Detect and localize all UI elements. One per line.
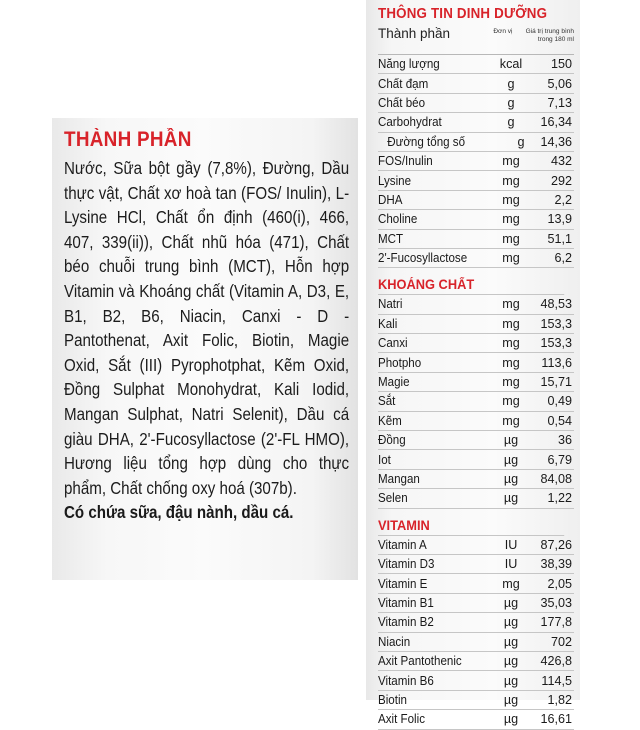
nutrient-name: Chất đạm: [378, 76, 429, 91]
nutrient-value: 16,34: [540, 115, 572, 130]
vitamin-nutrients: [378, 536, 574, 730]
nutrient-unit: µg: [503, 452, 519, 467]
nutrient-name: Vitamin D3: [378, 557, 435, 572]
nutrient-unit: g: [507, 95, 515, 110]
nutrient-name: Biotin: [378, 692, 407, 707]
nutrient-value: 0,54: [547, 413, 572, 428]
nutrient-row: [378, 555, 574, 574]
nutrient-name: Vitamin B2: [378, 615, 434, 630]
nutrient-value: 177,8: [540, 615, 572, 630]
nutrient-row: [378, 74, 574, 93]
nutrient-value: 702: [550, 634, 572, 649]
nutrient-name: Kẽm: [378, 413, 402, 428]
nutrient-row: [378, 412, 574, 431]
nutrient-unit: mg: [502, 375, 520, 390]
nutrient-value: 426,8: [540, 654, 572, 669]
nutrient-name: Vitamin B1: [378, 595, 434, 610]
header-unit: Đơn vị: [493, 28, 513, 35]
nutrient-value: 432: [550, 154, 572, 169]
nutrient-unit: µg: [503, 692, 519, 707]
nutrient-value: 13,9: [547, 212, 572, 227]
nutrient-row: [378, 489, 574, 508]
nutrient-name: Đồng: [378, 433, 406, 448]
nutrient-value: 1,22: [547, 491, 572, 506]
nutrient-row: [378, 334, 574, 353]
nutrient-row: [378, 613, 574, 632]
nutrient-name: Năng lượng: [378, 57, 440, 72]
nutrient-row: [378, 171, 574, 190]
nutrient-row: [378, 230, 574, 249]
nutrient-value: 1,82: [547, 692, 572, 707]
nutrient-value: 6,2: [554, 251, 572, 266]
nutrient-unit: mg: [502, 413, 520, 428]
nutrient-value: 2,05: [547, 576, 572, 591]
nutrient-name: Đường tổng số: [387, 134, 466, 149]
nutrient-name: Selen: [378, 491, 408, 506]
nutrient-row: [378, 249, 574, 268]
nutrient-row: [378, 652, 574, 671]
nutrient-name: Axit Folic: [378, 712, 426, 727]
nutrient-unit: µg: [503, 712, 519, 727]
general-nutrients: [378, 55, 574, 268]
nutrient-value: 113,6: [541, 355, 572, 370]
nutrient-row: [378, 536, 574, 555]
nutrient-name: FOS/Inulin: [378, 154, 433, 169]
nutrient-unit: IU: [504, 537, 518, 552]
nutrition-title: THÔNG TIN DINH DƯỠNG: [378, 6, 548, 22]
nutrient-value: 87,26: [540, 537, 572, 552]
nutrient-name: Mangan: [378, 472, 420, 486]
nutrient-name: Natri: [378, 297, 403, 312]
ingredients-title: THÀNH PHẦN: [64, 128, 192, 151]
nutrient-value: 51,1: [547, 231, 572, 246]
nutrient-name: 2'-Fucosyllactose: [378, 251, 468, 266]
nutrient-row: [378, 710, 574, 729]
nutrient-value: 38,39: [540, 557, 572, 572]
nutrient-row: [378, 152, 574, 171]
nutrient-value: 48,53: [540, 297, 572, 312]
nutrient-value: 15,71: [540, 375, 572, 390]
header-value: Giá trị trung bình trong 180 ml: [525, 28, 574, 43]
nutrient-name: DHA: [378, 192, 403, 207]
nutrient-name: Vitamin B6: [378, 673, 434, 688]
nutrient-unit: mg: [502, 394, 520, 409]
nutrient-row: [378, 574, 574, 593]
nutrient-row: [378, 633, 574, 652]
nutrient-row: [378, 94, 574, 113]
nutrient-name: Carbohydrat: [378, 115, 442, 130]
nutrient-row: [378, 373, 574, 392]
nutrient-unit: mg: [502, 297, 520, 312]
nutrient-name: Choline: [378, 212, 418, 227]
nutrient-name: MCT: [378, 231, 404, 246]
nutrient-name: Lysine: [378, 173, 412, 188]
nutrient-row: [378, 594, 574, 613]
nutrient-row: [378, 691, 574, 710]
nutrient-row: [378, 315, 574, 334]
nutrient-row: [378, 470, 574, 489]
nutrient-unit: g: [517, 134, 525, 149]
nutrient-value: 16,61: [540, 712, 572, 727]
nutrient-unit: kcal: [499, 57, 523, 72]
nutrient-unit: g: [507, 115, 515, 130]
nutrient-value: 153,3: [540, 316, 572, 331]
nutrient-value: 84,08: [540, 472, 572, 486]
nutrient-row: [378, 431, 574, 450]
nutrient-row: [378, 392, 574, 411]
ingredients-text: Nước, Sữa bột gầy (7,8%), Đường, Dầu thực vật, Chất xơ hoà tan (FOS/ Inulin), L-Lysine HCl, Chất ổn định (460(i), 466, 407, 339(ii)), Chất nhũ hóa (471), Chất béo chuỗi trung bình (MCT), Hỗn hợp Vitamin và Khoáng chất (Vitamin A, D3, E, B1, B2, B6, Niacin, Canxi - D - Pantothenat, Axit Folic, Biotin, Magie Oxid, Sắt (III) Pyrophotphat, Kẽm Oxid, Đồng Sulphat Monohydrat, Kali Iodid, Mangan Sulphat, Natri Selenit), Dầu cá giàu DHA, 2'-Fucosyllactose (2'-FL HMO), Hương liệu tổng hợp dùng cho thực phẩm, Chất chống oxy hoá (307b).: [64, 158, 350, 498]
nutrient-row: [378, 210, 574, 229]
nutrient-name: Niacin: [378, 634, 411, 649]
nutrient-value: 292: [550, 173, 572, 188]
nutrient-name: Photpho: [378, 355, 422, 370]
nutrient-value: 5,06: [547, 76, 572, 91]
nutrient-name: Kali: [378, 316, 398, 331]
nutrient-value: 14,36: [540, 134, 572, 149]
nutrient-unit: µg: [503, 491, 519, 506]
nutrient-name: Sắt: [378, 394, 396, 409]
nutrient-name: Axit Pantothenic: [378, 654, 462, 669]
header-name: Thành phần: [378, 26, 451, 41]
nutrient-value: 36: [557, 433, 572, 448]
nutrient-value: 35,03: [540, 595, 572, 610]
nutrient-row: [378, 55, 574, 74]
nutrient-row: [378, 450, 574, 469]
nutrient-unit: µg: [503, 615, 519, 630]
nutrient-value: 2,2: [554, 192, 572, 207]
nutrient-unit: µg: [503, 673, 519, 688]
nutrient-row: [378, 295, 574, 314]
nutrient-unit: mg: [502, 154, 520, 169]
nutrient-unit: mg: [502, 231, 520, 246]
nutrient-name: Canxi: [378, 336, 408, 351]
nutrient-value: 0,49: [547, 394, 572, 409]
nutrition-table-header: [378, 26, 574, 55]
nutrient-unit: g: [507, 76, 515, 91]
nutrient-value: 7,13: [547, 95, 572, 110]
nutrient-name: Vitamin E: [378, 576, 428, 591]
nutrient-row: [378, 191, 574, 210]
nutrient-unit: mg: [502, 576, 520, 591]
nutrient-value: 150: [550, 57, 572, 72]
nutrient-unit: mg: [502, 173, 520, 188]
nutrient-row: [378, 671, 574, 690]
nutrient-value: 6,79: [547, 452, 572, 467]
nutrient-name: Iot: [378, 452, 391, 467]
nutrient-value: 153,3: [540, 336, 572, 351]
vitamins-heading: VITAMIN: [378, 513, 564, 536]
nutrient-row: [378, 133, 574, 152]
nutrient-name: Vitamin A: [378, 537, 427, 552]
nutrient-unit: mg: [502, 316, 520, 331]
minerals-heading: KHOÁNG CHẤT: [378, 272, 564, 295]
mineral-nutrients: [378, 295, 574, 508]
nutrient-unit: µg: [503, 595, 519, 610]
nutrient-unit: mg: [502, 212, 520, 227]
ingredients-panel: [52, 118, 358, 580]
allergen-statement: Có chứa sữa, đậu nành, dầu cá.: [64, 502, 294, 523]
nutrient-unit: mg: [502, 336, 520, 351]
nutrient-unit: mg: [502, 192, 520, 207]
nutrient-name: Magie: [378, 375, 410, 390]
nutrition-panel: [366, 0, 580, 727]
nutrient-unit: µg: [503, 654, 519, 669]
nutrient-unit: µg: [503, 634, 519, 649]
nutrient-unit: mg: [502, 355, 520, 370]
nutrient-value: 114,5: [541, 673, 572, 688]
nutrient-row: [378, 353, 574, 372]
nutrient-unit: mg: [502, 251, 520, 266]
nutrient-unit: IU: [504, 557, 518, 572]
nutrient-name: Chất béo: [378, 95, 426, 110]
nutrient-unit: µg: [503, 472, 519, 486]
nutrient-unit: µg: [503, 433, 519, 448]
nutrient-row: [378, 113, 574, 132]
